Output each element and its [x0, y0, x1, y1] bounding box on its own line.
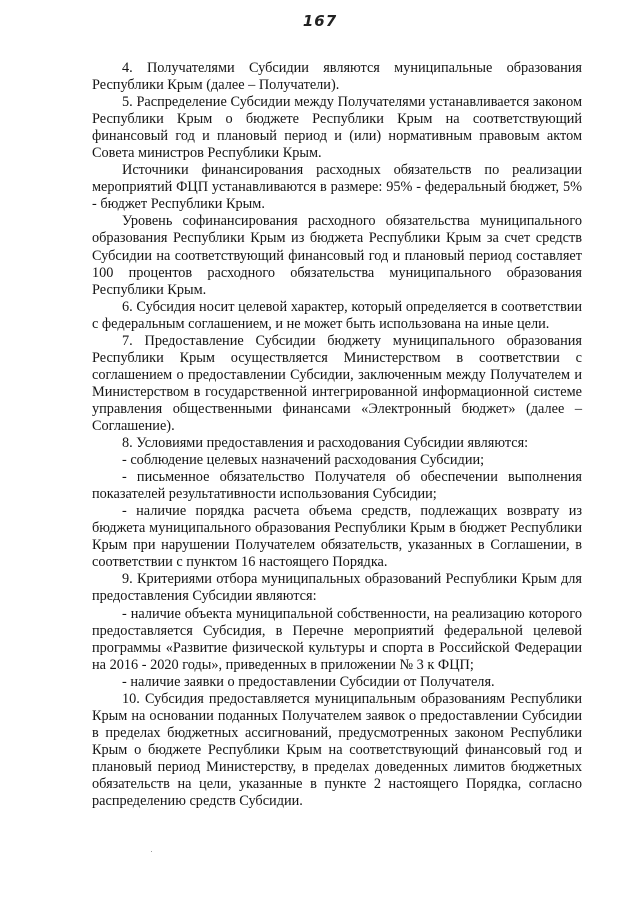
- paragraph-cofinancing-level: Уровень софинансирования расходного обязательства муниципального образования Республики Крым из бюджета Республики Крым за счет средств Субсидии на соответствующий финансовый год и плановый период составляет 100 процентов расходного обязательства муниципального образования Республики Крым.: [92, 213, 582, 298]
- paragraph-8-conditions: 8. Условиями предоставления и расходования Субсидии являются:: [122, 435, 529, 452]
- paragraph-funding-sources: Источники финансирования расходных обязательств по реализации мероприятий ФЦП устанавливаются в размере: 95% - федеральный бюджет, 5% - бюджет Республики Крым.: [92, 162, 582, 213]
- paragraph-4-recipients: 4. Получателями Субсидии являются муниципальные образования Республики Крым (далее – Получатели).: [92, 60, 582, 94]
- paragraph-5-distribution: 5. Распределение Субсидии между Получателями устанавливается законом Республики Крым о бюджете Республики Крым на соответствующий финансовый год и плановый период и (или) нормативным правовым актом Совета министров Республики Крым.: [92, 94, 582, 162]
- paragraph-10-subsidy-basis: 10. Субсидия предоставляется муниципальным образованиям Республики Крым на основании поданных Получателем заявок о предоставлении Субсидии в пределах бюджетных ассигнований, предусмотренных законом Республики Крым о бюджете Республики Крым на соответствующий финансовый год и плановый период Министерству, в пределах доведенных лимитов бюджетных обязательств на цели, указанные в пункте 2 настоящего Порядка, согласно распределению средств Субсидии.: [92, 690, 582, 810]
- paragraph-6-purpose: 6. Субсидия носит целевой характер, который определяется в соответствии с федеральным соглашением, и не может быть использована на иные цели.: [92, 298, 582, 332]
- page-number: 167: [302, 12, 338, 30]
- document-body: [92, 60, 582, 810]
- paragraph-7-provision: 7. Предоставление Субсидии бюджету муниципального образования Республики Крым осуществляется Министерством в соответствии с соглашением о предоставлении Субсидии, заключенным между Получателем и Министерством в государственной интегрированной информационной системе управления общественными финансами «Электронный бюджет» (далее – Соглашение).: [92, 332, 582, 434]
- condition-item-3: - наличие порядка расчета объема средств, подлежащих возврату из бюджета муниципального образования Республики Крым в бюджет Республики Крым при нарушении Получателем обязательств, указанных в Соглашении, в соответствии с пунктом 16 настоящего Порядка.: [92, 503, 582, 571]
- condition-item-2: - письменное обязательство Получателя об обеспечении выполнения показателей результативности использования Субсидии;: [92, 469, 582, 503]
- condition-item-1: - соблюдение целевых назначений расходования Субсидии;: [122, 452, 485, 469]
- paragraph-9-criteria: 9. Критериями отбора муниципальных образований Республики Крым для предоставления Субсидии являются:: [92, 571, 582, 605]
- criteria-item-1: - наличие объекта муниципальной собственности, на реализацию которого предоставляется Субсидия, в Перечне мероприятий федеральной целевой программы «Развитие физической культуры и спорта в Российской Федерации на 2016 - 2020 годы», приведенных в приложении № 3 к ФЦП;: [92, 605, 582, 673]
- scan-speck: [151, 851, 152, 852]
- criteria-item-2: - наличие заявки о предоставлении Субсидии от Получателя.: [122, 673, 495, 690]
